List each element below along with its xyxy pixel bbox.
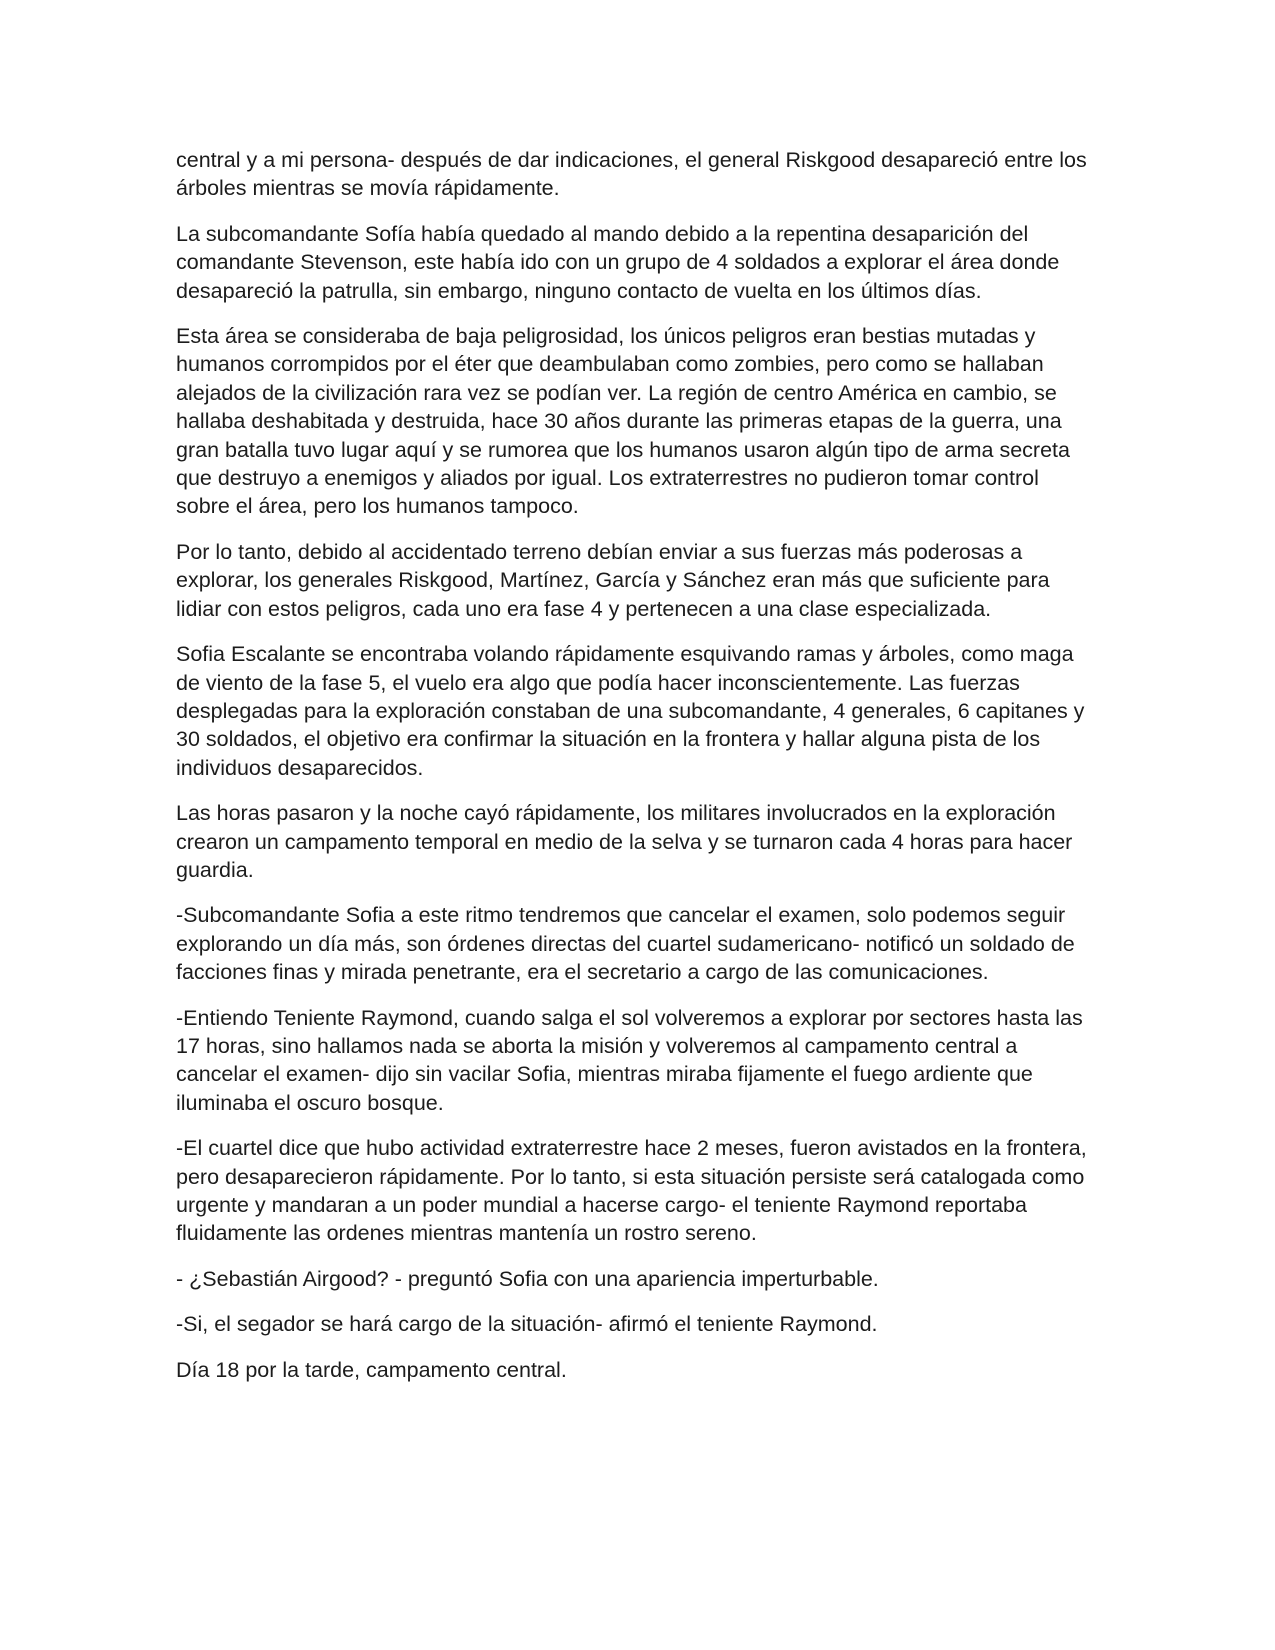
paragraph: -Subcomandante Sofia a este ritmo tendremos que cancelar el examen, solo podemos seguir explorando un día más, son órdenes directas del cuartel sudamericano- notificó un soldado de facciones finas y mirada penetrante, era el secretario a cargo de las comunicaciones. xyxy=(176,903,1075,985)
paragraph: Las horas pasaron y la noche cayó rápidamente, los militares involucrados en la exploración crearon un campamento temporal en medio de la selva y se turnaron cada 4 horas para hacer guardia. xyxy=(176,801,1073,882)
paragraph: La subcomandante Sofía había quedado al mando debido a la repentina desaparición del comandante Stevenson, este había ido con un grupo de 4 soldados a explorar el área donde desapareció la patrulla, sin embargo, ninguno contacto de vuelta en los últimos días. xyxy=(176,221,1060,303)
paragraph: Sofia Escalante se encontraba volando rápidamente esquivando ramas y árboles, como maga de viento de la fase 5, el vuelo era algo que podía hacer inconscientemente. Las fuerzas desplegadas para la exploración constaban de una subcomandante, 4 generales, 6 capitanes y 30 soldados, el objetivo era confirmar la situación en la frontera y hallar alguna pista de los individuos desaparecidos. xyxy=(176,642,1085,780)
paragraph: Día 18 por la tarde, campamento central. xyxy=(176,1357,567,1382)
paragraph: - ¿Sebastián Airgood? - preguntó Sofia con una apariencia imperturbable. xyxy=(176,1266,879,1291)
paragraph: Esta área se consideraba de baja peligrosidad, los únicos peligros eran bestias mutadas y humanos corrompidos por el éter que deambulaban como zombies, pero como se hallaban alejados de la civilización rara vez se podían ver. La región de centro América en cambio, se hallaba deshabitada y destruida, hace 30 años durante las primeras etapas de la guerra, una gran batalla tuvo lugar aquí y se rumorea que los humanos usaron algún tipo de arma secreta que destruyo a enemigos y aliados por igual. Los extraterrestres no pudieron tomar control sobre el área, pero los humanos tampoco. xyxy=(176,324,1070,519)
paragraph: Por lo tanto, debido al accidentado terreno debían enviar a sus fuerzas más poderosas a explorar, los generales Riskgood, Martínez, García y Sánchez eran más que suficiente para lidiar con estos peligros, cada uno era fase 4 y pertenecen a una clase especializada. xyxy=(176,539,1050,621)
paragraph: -Si, el segador se hará cargo de la situación- afirmó el teniente Raymond. xyxy=(176,1312,878,1337)
paragraph: central y a mi persona- después de dar indicaciones, el general Riskgood desapareció entre los árboles mientras se movía rápidamente. xyxy=(176,148,1087,201)
document-body xyxy=(176,146,1096,1401)
paragraph: -El cuartel dice que hubo actividad extraterrestre hace 2 meses, fueron avistados en la frontera, pero desaparecieron rápidamente. Por lo tanto, si esta situación persiste será catalogada como urgente y mandaran a un poder mundial a hacerse cargo- el teniente Raymond reportaba fluidamente las ordenes mientras mantenía un rostro sereno. xyxy=(176,1136,1087,1246)
paragraph: -Entiendo Teniente Raymond, cuando salga el sol volveremos a explorar por sectores hasta las 17 horas, sino hallamos nada se aborta la misión y volveremos al campamento central a cancelar el examen- dijo sin vacilar Sofia, mientras miraba fijamente el fuego ardiente que iluminaba el oscuro bosque. xyxy=(176,1005,1083,1115)
